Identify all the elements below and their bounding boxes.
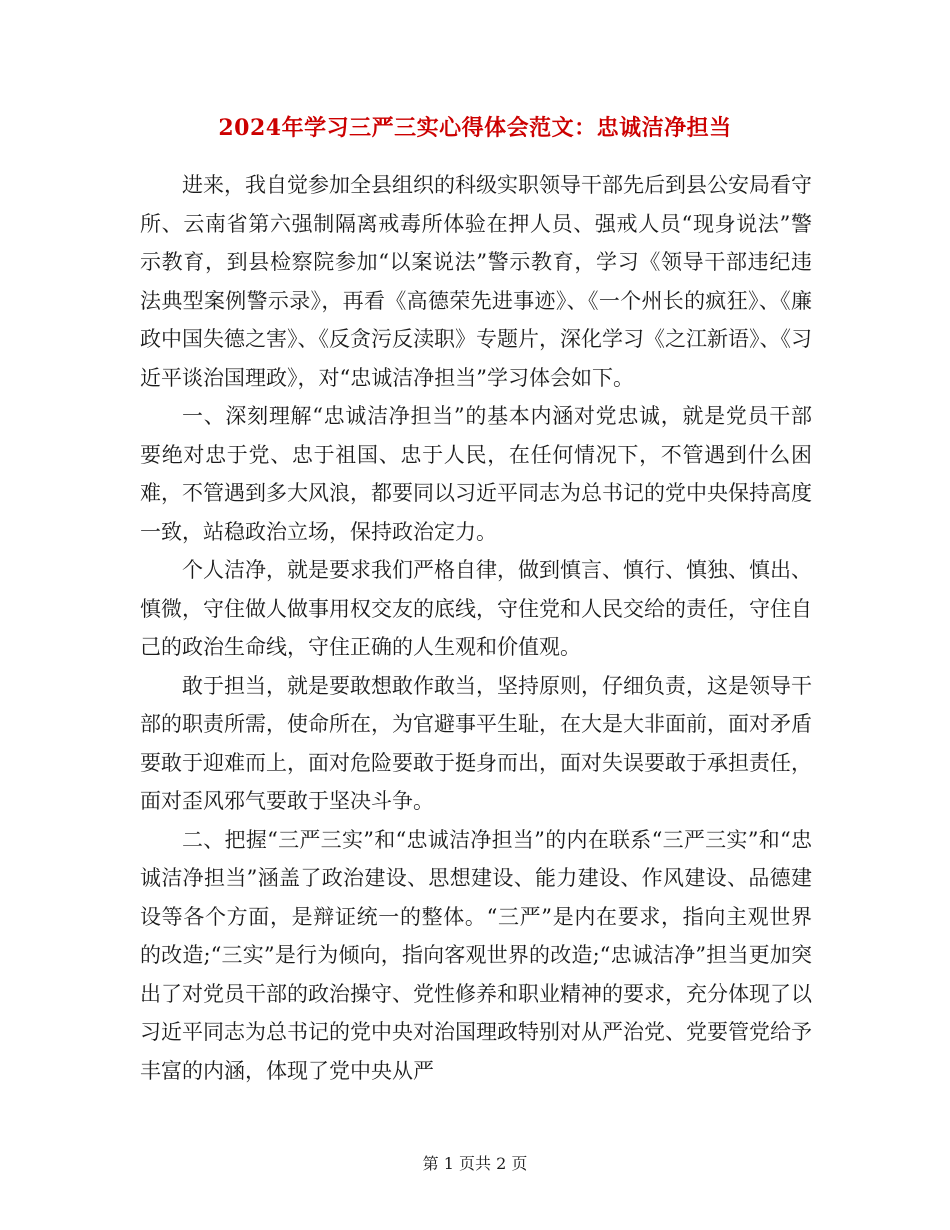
paragraph-responsibility: 敢于担当，就是要敢想敢作敢当，坚持原则，仔细负责，这是领导干部的职责所需，使命所在，为官避事平生耻，在大是大非面前，面对矛盾要敢于迎难而上，面对危险要敢于挺身而出，面对失误要敢于承担责任，面对歪风邪气要敢于坚决斗争。 — [140, 673, 812, 813]
paragraph-clean: 个人洁净，就是要求我们严格自律，做到慎言、慎行、慎独、慎出、慎微，守住做人做事用权交友的底线，守住党和人民交给的责任，守住自己的政治生命线，守住正确的人生观和价值观。 — [140, 558, 812, 659]
paragraph-section-one: 一、深刻理解“忠诚洁净担当”的基本内涵对党忠诚，就是党员干部要绝对忠于党、忠于祖国、忠于人民，在任何情况下，不管遇到什么困难，不管遇到多大风浪，都要同以习近平同志为总书记的党中央保持高度一致，站稳政治立场，保持政治定力。 — [140, 404, 812, 544]
document-body — [140, 166, 812, 1090]
paragraph-section-two: 二、把握“三严三实”和“忠诚洁净担当”的内在联系“三严三实”和“忠诚洁净担当”涵盖了政治建设、思想建设、能力建设、作风建设、品德建设等各个方面，是辩证统一的整体。“三严”是内在要求，指向主观世界的改造;“三实”是行为倾向，指向客观世界的改造;“忠诚洁净”担当更加突出了对党员干部的政治操守、党性修养和职业精神的要求，充分体现了以习近平同志为总书记的党中央对治国理政特别对从严治党、党要管党给予丰富的内涵，体现了党中央从严 — [140, 827, 812, 1083]
page-footer: 第 1 页共 2 页 — [422, 1154, 528, 1173]
document-title: 2024年学习三严三实心得体会范文：忠诚洁净担当 — [218, 115, 732, 141]
paragraph-intro: 进来，我自觉参加全县组织的科级实职领导干部先后到县公安局看守所、云南省第六强制隔离戒毒所体验在押人员、强戒人员“现身说法”警示教育，到县检察院参加“以案说法”警示教育，学习《领导干部违纪违法典型案例警示录》，再看《高德荣先进事迹》、《一个州长的疯狂》、《廉政中国失德之害》、《反贪污反渎职》专题片，深化学习《之江新语》、《习近平谈治国理政》，对“忠诚洁净担当”学习体会如下。 — [140, 173, 812, 390]
